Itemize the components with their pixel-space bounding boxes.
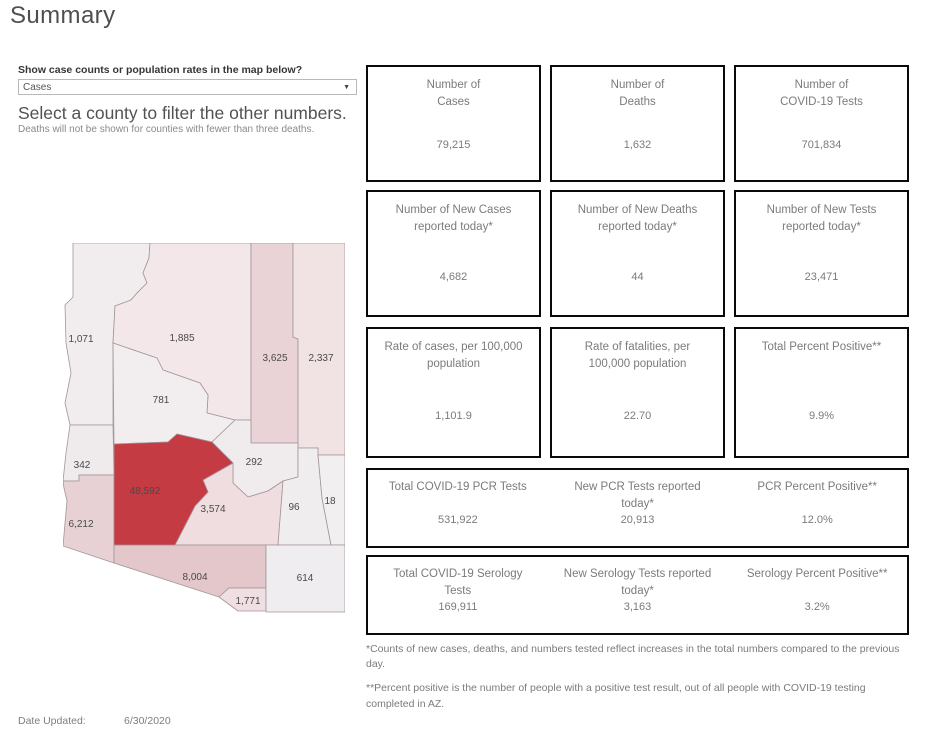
county-label-pima: 8,004 [182, 572, 208, 583]
county-label-gila: 292 [245, 457, 263, 468]
stats-row-totals [366, 65, 909, 182]
card-title: PCR Percent Positive** [757, 481, 877, 493]
instructions-subtext: Deaths will not be shown for counties with fewer than three deaths. [18, 124, 315, 135]
arizona-map-svg [63, 243, 345, 618]
county-label-santacruz: 1,771 [235, 596, 261, 607]
arizona-county-map [63, 243, 345, 618]
card-value: 3,163 [623, 601, 652, 614]
instructions-heading: Select a county to filter the other numbers. [18, 103, 347, 123]
map-metric-selected-value: Cases [23, 81, 52, 93]
card-new-tests [734, 190, 909, 317]
county-label-cochise: 614 [296, 573, 314, 584]
card-title: Total COVID-19 Serology Tests [393, 568, 523, 597]
page-title: Summary [10, 2, 116, 29]
pcr-total-col [368, 470, 548, 546]
card-title: Number of New Tests reported today* [766, 204, 877, 233]
county-apache[interactable] [293, 243, 345, 455]
county-label-greenlee: 18 [324, 496, 336, 507]
card-title: Serology Percent Positive** [746, 568, 888, 580]
card-value: 1,101.9 [435, 410, 472, 423]
card-title: Total Percent Positive** [761, 341, 882, 353]
footnotes [366, 642, 908, 721]
card-new-deaths [550, 190, 725, 317]
county-navajo[interactable] [251, 243, 298, 443]
county-label-apache: 2,337 [308, 353, 334, 364]
card-value: 3.2% [804, 601, 830, 614]
card-value: 23,471 [804, 270, 839, 283]
card-value: 44 [631, 270, 644, 283]
footnote-new-counts: *Counts of new cases, deaths, and numbers tested reflect increases in the total numbers compared to the previous day. [366, 643, 900, 671]
card-value: 4,682 [439, 270, 468, 283]
card-value: 531,922 [437, 514, 478, 527]
card-value: 79,215 [436, 139, 471, 152]
card-total-percent-positive [734, 327, 909, 458]
card-new-cases [366, 190, 541, 317]
county-label-coconino: 1,885 [169, 333, 195, 344]
county-label-maricopa: 48,592 [129, 486, 161, 497]
serology-new-col [548, 557, 728, 633]
county-label-graham: 96 [288, 502, 300, 513]
card-fatality-rate [550, 327, 725, 458]
pcr-new-col [548, 470, 728, 546]
footnote-percent-positive: **Percent positive is the number of people with a positive test result, out of all people with COVID-19 testing completed in AZ. [366, 682, 866, 710]
county-label-navajo: 3,625 [262, 353, 288, 364]
card-value: 20,913 [620, 514, 655, 527]
card-number-of-tests [734, 65, 909, 182]
pcr-percent-col [727, 470, 907, 546]
card-number-of-deaths [550, 65, 725, 182]
county-label-pinal: 3,574 [200, 504, 226, 515]
card-value: 701,834 [801, 139, 842, 152]
stats-row-serology [366, 555, 909, 635]
card-number-of-cases [366, 65, 541, 182]
date-updated-row [0, 715, 360, 735]
card-title: Number of Deaths [610, 79, 665, 108]
card-value: 1,632 [623, 139, 652, 152]
date-updated-label: Date Updated: [18, 715, 86, 727]
chevron-down-icon: ▼ [343, 83, 350, 91]
card-title: New Serology Tests reported today* [563, 568, 712, 597]
card-value: 12.0% [801, 514, 833, 527]
card-title: Number of New Cases reported today* [395, 204, 512, 233]
serology-percent-col [727, 557, 907, 633]
stats-row-new-today [366, 190, 909, 317]
county-lapaz[interactable] [63, 425, 114, 481]
card-pcr-tests [366, 468, 909, 548]
card-title: Rate of cases, per 100,000 population [384, 341, 523, 370]
stats-row-pcr [366, 468, 909, 548]
date-updated-value: 6/30/2020 [124, 715, 171, 727]
card-case-rate [366, 327, 541, 458]
card-serology-tests [366, 555, 909, 635]
card-value: 22.70 [623, 410, 652, 423]
stats-row-rates [366, 327, 909, 458]
card-title: Number of COVID-19 Tests [780, 79, 863, 108]
card-title: Rate of fatalities, per 100,000 population [584, 341, 691, 370]
county-label-yavapai: 781 [152, 395, 170, 406]
serology-total-col [368, 557, 548, 633]
card-title: Total COVID-19 PCR Tests [388, 481, 527, 493]
county-label-lapaz: 342 [73, 460, 91, 471]
county-label-mohave: 1,071 [68, 334, 94, 345]
card-title: New PCR Tests reported today* [574, 481, 701, 510]
map-metric-select[interactable] [18, 79, 357, 95]
card-title: Number of New Deaths reported today* [577, 204, 698, 233]
card-value: 169,911 [438, 601, 478, 614]
map-metric-label: Show case counts or population rates in the map below? [18, 64, 303, 76]
county-label-yuma: 6,212 [68, 519, 94, 530]
card-title: Number of Cases [426, 79, 481, 108]
card-value: 9.9% [808, 410, 835, 423]
